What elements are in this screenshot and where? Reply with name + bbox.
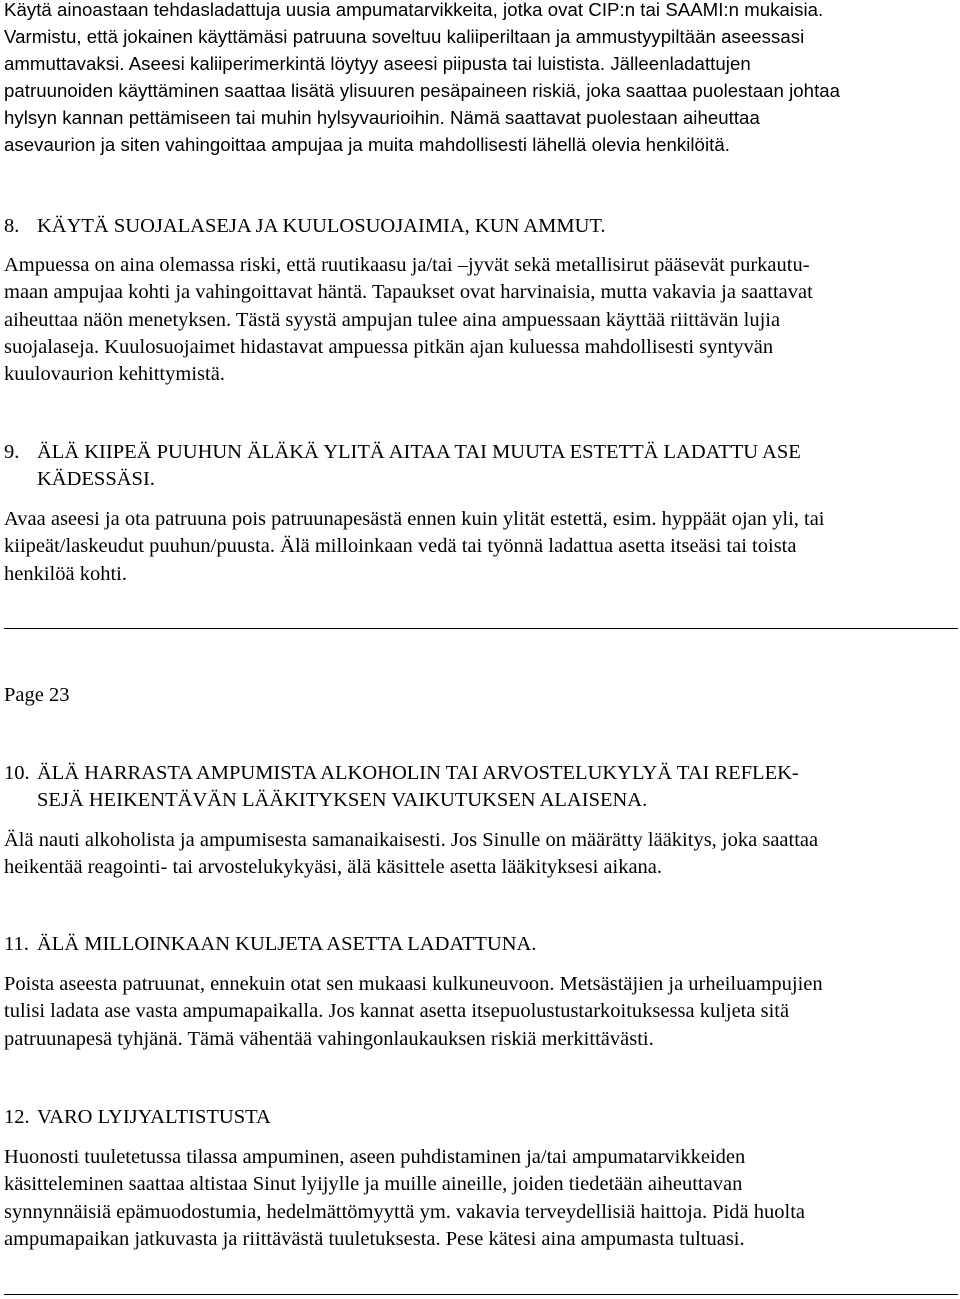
- section-8-heading: [4, 213, 606, 240]
- section-8-title: KÄYTÄ SUOJALASEJA JA KUULOSUOJAIMIA, KUN AMMUT.: [37, 215, 606, 237]
- section-10-body: Älä nauti alkoholista ja ampumisesta samanaikaisesti. Jos Sinulle on määrätty lääkitys, joka saattaa heikentää reagointi- tai arvostelukykyäsi, älä käsittele asetta lääkityksesi aikana.: [4, 829, 819, 879]
- section-12-heading: [4, 1104, 271, 1131]
- section-8-number: 8.: [4, 215, 20, 237]
- section-11-heading: [4, 931, 537, 958]
- section-10-title: ÄLÄ HARRASTA AMPUMISTA ALKOHOLIN TAI ARVOSTELUKYLYÄ TAI REFLEK- SEJÄ HEIKENTÄVÄN LÄÄKITYKSEN VAIKUTUKSEN ALAISENA.: [37, 762, 799, 811]
- bottom-rule: [4, 1294, 958, 1295]
- page-number: Page 23: [4, 684, 70, 706]
- section-12-title: VARO LYIJYALTISTUSTA: [37, 1106, 271, 1128]
- intro-paragraph: Käytä ainoastaan tehdasladattuja uusia ampumatarvikkeita, jotka ovat CIP:n tai SAAMI:n mukaisia. Varmistu, että jokainen käyttämäsi patruuna soveltuu kaliiperiltaan ja ammustyypiltään aseessasi ammuttavaksi. Aseesi kaliiperimerkintä löytyy aseesi piipusta tai luistista. Jälleenladattujen patruunoiden käyttäminen saattaa lisätä ylisuuren pesäpaineen riskiä, joka saattaa puolestaan johtaa hylsyn kannan pettämiseen tai muhin hylsyvaurioihin. Nämä saattavat puolestaan aiheuttaa asevaurion ja siten vahingoittaa ampujaa ja muita mahdollisesti lähellä olevia henkilöitä.: [4, 0, 841, 155]
- section-9-body: Avaa aseesi ja ota patruuna pois patruunapesästä ennen kuin ylität estettä, esim. hyppäät ojan yli, tai kiipeät/laskeudut puuhun/puusta. Älä milloinkaan vedä tai työnnä ladattua asetta itseäsi tai toista henkilöä kohti.: [4, 508, 825, 585]
- section-10-heading: [4, 760, 799, 814]
- section-9-number: 9.: [4, 441, 20, 463]
- page-break-rule: [4, 628, 958, 629]
- section-9-title: ÄLÄ KIIPEÄ PUUHUN ÄLÄKÄ YLITÄ AITAA TAI MUUTA ESTETTÄ LADATTU ASE KÄDESSÄSI.: [37, 441, 801, 490]
- section-9-heading: [4, 439, 801, 493]
- section-8-body: Ampuessa on aina olemassa riski, että ruutikaasu ja/tai –jyvät sekä metallisirut pääsevät purkautu- maan ampujaa kohti ja vahingoittavat häntä. Tapaukset ovat harvinaisia, mutta vakavia ja saattavat aiheuttaa näön menetyksen. Tästä syystä ampujan tulee aina ampuessaan käyttää riittävän lujia suojalaseja. Kuulosuojaimet hidastavat ampuessa pitkän ajan kuluessa mahdollisesti syntyvän kuulovaurion kehittymistä.: [4, 254, 813, 386]
- section-10-number: 10.: [4, 762, 30, 784]
- section-12-body: Huonosti tuuletetussa tilassa ampuminen, aseen puhdistaminen ja/tai ampumatarvikkeiden käsitteleminen saattaa altistaa Sinut lyijylle ja muille aineille, joiden tiedetään aiheuttavan synnynnäisiä epämuodostumia, hedelmättömyyttä ym. vakavia terveydellisiä haittoja. Pidä huolta ampumapaikan jatkuvasta ja riittävästä tuuletuksesta. Pese kätesi aina ampumasta tultuasi.: [4, 1146, 806, 1250]
- section-11-body: Poista aseesta patruunat, ennekuin otat sen mukaasi kulkuneuvoon. Metsästäjien ja urheiluampujien tulisi ladata ase vasta ampumapaikalla. Jos kannat asetta itsepuolustustarkoituksessa kuljeta sitä patruunapesä tyhjänä. Tämä vähentää vahingonlaukauksen riskiä merkittävästi.: [4, 973, 823, 1050]
- section-12-number: 12.: [4, 1106, 30, 1128]
- section-11-number: 11.: [4, 933, 29, 955]
- section-11-title: ÄLÄ MILLOINKAAN KULJETA ASETTA LADATTUNA.: [37, 933, 537, 955]
